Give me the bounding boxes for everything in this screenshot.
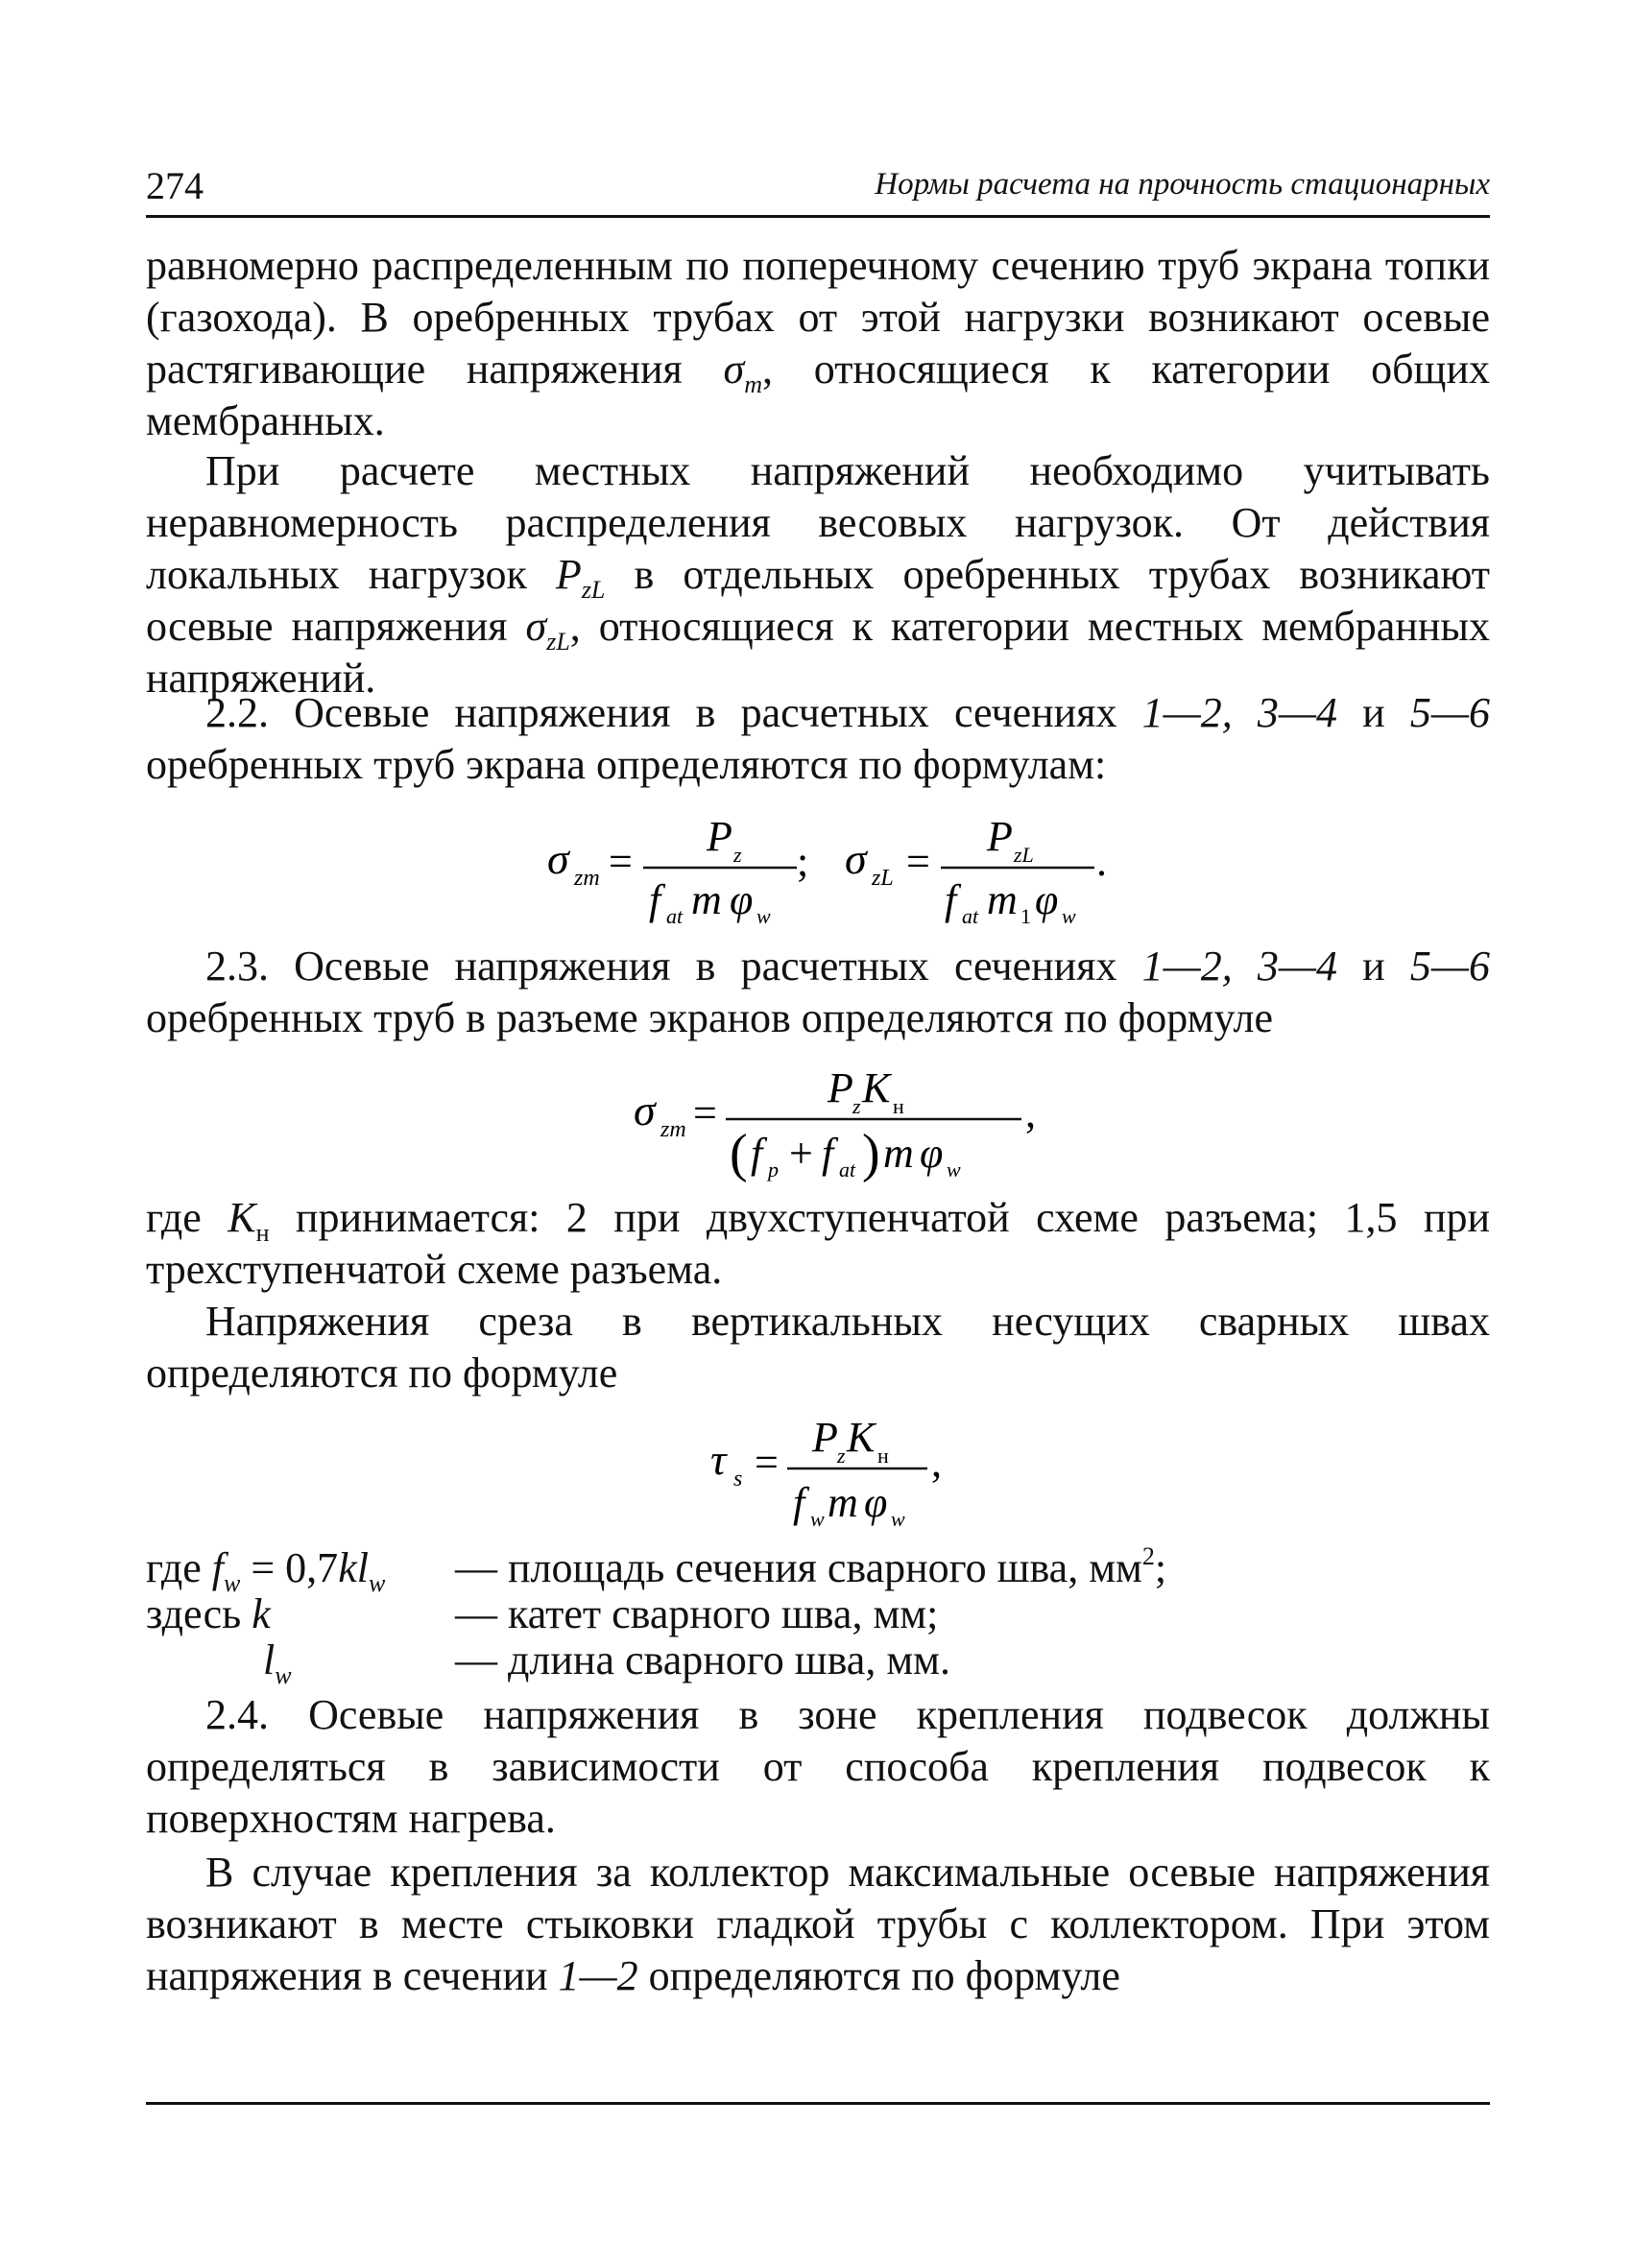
lhs-symbol: τ [710,1435,727,1484]
definition-row [146,1636,1490,1689]
running-title: Нормы расчета на прочность стационарных [875,167,1490,202]
den-phi-subscript: w [947,1158,961,1182]
paragraph-8 [146,1847,1490,2002]
paragraph-7 [146,1689,1490,1845]
paragraph-6-text: Напряжения среза в вертикальных несущих сварных швах определяются по формуле [146,1298,1490,1397]
den-phi: φ [1035,876,1059,923]
den-phi: φ [864,1479,888,1526]
load-subscript: zL [581,576,606,604]
plus-sign: + [789,1130,813,1177]
numerator-symbol: P [987,813,1013,860]
formula-2 [624,1054,1066,1199]
paragraph-5 [146,1192,1490,1296]
den-m: m [987,876,1018,923]
open-paren: ( [730,1124,748,1183]
den-m: m [883,1130,914,1177]
paragraph-2 [146,445,1490,704]
end-comma: , [1025,1089,1036,1136]
num-p: P [828,1064,853,1111]
den-f-subscript: at [666,904,684,928]
den-phi: φ [730,876,754,923]
definition-description: — площадь сечения сварного шва, мм [455,1544,1142,1591]
paragraph-1 [146,240,1490,447]
section-ref: 1—2, 3—4 [1141,689,1338,736]
definition-row [146,1542,1490,1597]
lhs-subscript: zL [872,866,894,891]
sigma-subscript: zL [546,628,570,656]
definition-term [146,1591,271,1637]
term-symbol: l [263,1636,276,1683]
term-equals: = 0,7 [240,1544,339,1591]
section-ref: 1—2 [558,1952,638,1999]
conjunction: и [1337,689,1410,736]
definition-end: ; [1154,1544,1167,1591]
paragraph-4 [146,941,1490,1044]
paragraph-1-text-a: равномерно распределенным по поперечному сечению труб экрана топки (газохода). В оребренных трубах от этой нагрузки возникают осевые растягивающие напряжения [146,242,1490,393]
page-number: 274 [146,164,204,207]
end-period: . [1096,838,1107,885]
definitions-list [146,1542,1490,1689]
paragraph-8-text-a: В случае крепления за коллектор максимальные осевые напряжения возникают в месте стыковки гладкой трубы с коллектором. При этом напряжения в сечении [146,1849,1490,1999]
paragraph-2-text-b: в отдельных оребренных трубах возникают осевые напряжения [146,551,1490,650]
lhs-symbol: σ [634,1086,656,1134]
lhs-symbol: σ [845,834,867,883]
page-header [146,161,1490,215]
section-ref: 5—6 [1409,689,1491,736]
paragraph-5-text-b: принимается: 2 при двухступенчатой схеме разъема; 1,5 при трехступенчатой схеме разъема. [146,1194,1490,1293]
formula-3 [701,1403,989,1548]
numerator-subscript: z [733,843,742,867]
den-f: f [649,876,661,923]
formula-2-svg [624,1054,1066,1188]
close-paren: ) [862,1124,880,1183]
coefficient-symbol: K [228,1194,256,1241]
equals-sign: = [906,838,930,885]
term-prefix: здесь [146,1590,252,1637]
num-k-subscript: н [893,1094,904,1118]
den-m: m [691,876,722,923]
den-phi-subscript: w [891,1507,905,1531]
section-ref: 1—2, 3—4 [1141,943,1338,990]
paragraph-3-text-a: 2.2. Осевые напряжения в расчетных сечениях [205,689,1142,736]
definition-term [146,1544,386,1597]
term-symbol: f [211,1544,225,1591]
num-k: K [862,1064,891,1111]
term-subscript: w [275,1661,292,1689]
unit-superscript: 2 [1141,1542,1155,1570]
paragraph-6 [146,1296,1490,1399]
lhs-subscript: zm [574,866,600,891]
den-f-subscript: at [962,904,979,928]
den-f: f [822,1130,834,1177]
definition-term [263,1636,292,1689]
equals-sign: = [693,1089,717,1136]
formula-1 [538,806,1152,951]
den-fat-subscript: at [839,1158,856,1182]
term-subscript: w [368,1569,386,1597]
paragraph-8-text-b: определяются по формуле [637,1952,1120,1999]
definition-row [146,1591,1490,1637]
num-k-subscript: н [877,1444,889,1468]
term-prefix: где [146,1544,212,1591]
load-symbol: P [555,551,582,598]
footer-rule [146,2102,1490,2105]
paragraph-5-text-a: где [146,1194,228,1241]
num-p-subscript: z [837,1444,846,1468]
den-m: m [828,1479,858,1526]
den-m-subscript: 1 [1020,904,1031,928]
den-phi: φ [920,1130,944,1177]
den-f-subscript: w [810,1507,825,1531]
num-p-subscript: z [852,1094,861,1118]
paragraph-3 [146,687,1490,791]
lhs-symbol: σ [547,834,569,883]
lhs-subscript: zm [660,1117,686,1142]
definition-description: — длина сварного шва, мм. [455,1636,951,1683]
den-phi-subscript: w [756,904,771,928]
paragraph-7-text: 2.4. Осевые напряжения в зоне крепления подвесок должны определяться в зависимости от способа крепления подвесок к поверхностям нагрева. [146,1691,1490,1842]
paragraph-4-text-a: 2.3. Осевые напряжения в расчетных сечениях [205,943,1142,990]
num-p: P [812,1414,838,1461]
lhs-subscript: s [733,1467,743,1492]
coefficient-subscript: н [255,1219,270,1247]
numerator-subscript: zL [1014,843,1034,867]
definition-text [455,1542,1167,1591]
den-fp-subscript: p [768,1158,779,1182]
paragraph-2-text-c: , относящиеся к категории местных мембранных напряжений. [146,603,1490,702]
paragraph-2-text-a: При расчете местных напряжений необходимо учитывать неравномерность распределения весовых нагрузок. От действия локальных нагрузок [146,447,1490,598]
num-k: K [847,1414,876,1461]
numerator-symbol: P [707,813,732,860]
term-symbol: k [252,1590,271,1637]
formula-3-svg [701,1403,989,1538]
paragraph-3-text-c: оребренных труб экрана определяются по формулам: [146,741,1107,788]
paragraph-4-text-c: оребренных труб в разъеме экранов определяются по формуле [146,994,1274,1041]
sigma-symbol: σ [723,346,745,393]
end-comma: , [931,1439,942,1486]
paragraph-1-text-b: , относящиеся к категории общих мембранных. [146,346,1490,444]
den-f: f [945,876,957,923]
term-symbol: kl [338,1544,369,1591]
den-f: f [793,1479,805,1526]
formula-1-svg [538,806,1152,941]
equals-sign: = [609,838,633,885]
sigma-subscript: m [744,370,763,398]
equals-sign: = [755,1439,779,1486]
den-f: f [751,1130,763,1177]
conjunction: и [1337,943,1410,990]
term-subscript: w [224,1569,241,1597]
den-phi-subscript: w [1062,904,1076,928]
separator: ; [797,838,809,885]
section-ref: 5—6 [1409,943,1491,990]
header-rule [146,215,1490,218]
sigma-symbol: σ [525,603,547,650]
definition-description: — катет сварного шва, мм; [455,1590,939,1637]
